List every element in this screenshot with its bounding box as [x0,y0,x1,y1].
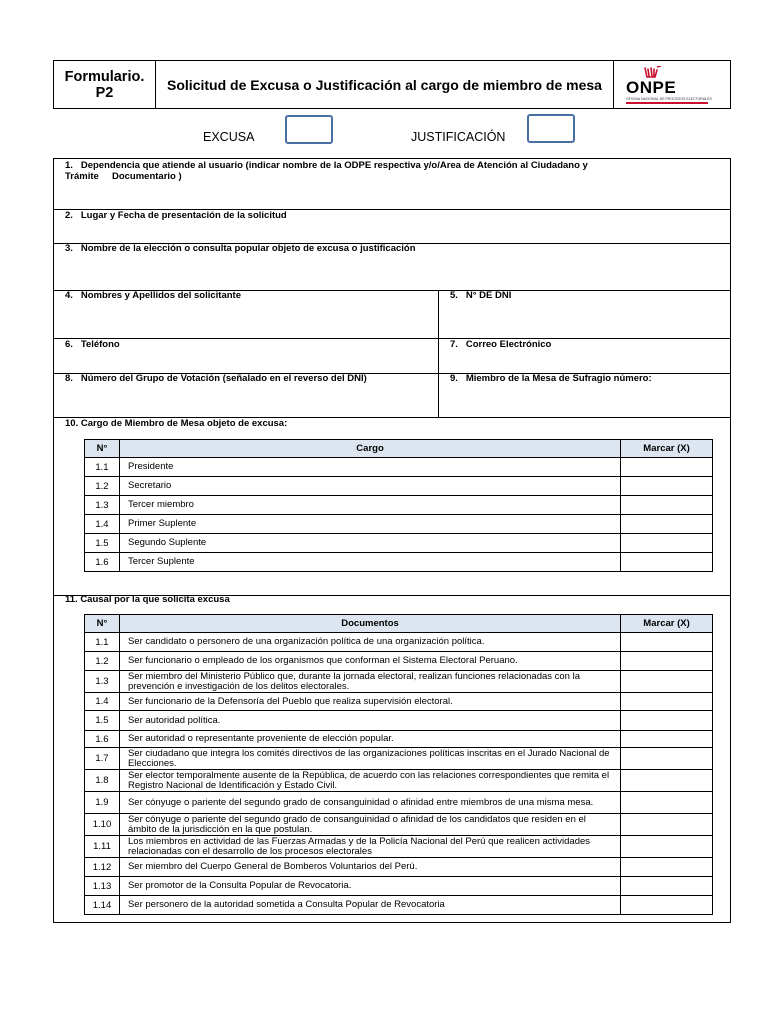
table-row [85,792,713,814]
excusa-label: EXCUSA [203,130,255,144]
table-row [85,458,713,477]
row-text: Ser miembro del Ministerio Público que, durante la jornada electoral, realizan funciones relacionadas con la prevención e investigación de los delitos electorales. [119,671,620,693]
row-text: Ser funcionario o empleado de los organismos que conforman el Sistema Electoral Peruano. [119,652,620,671]
header-marcar: Marcar (X) [621,440,713,458]
row-number: 1.2 [85,477,120,496]
mark-cell[interactable] [621,858,713,877]
row-number: 1.9 [85,792,120,814]
row-text: Tercer Suplente [119,553,620,572]
justificacion-checkbox[interactable] [527,114,575,143]
mark-cell[interactable] [621,458,713,477]
mark-cell[interactable] [621,836,713,858]
onpe-logo [614,61,730,108]
logo-subtitle: OFICINA NACIONAL DE PROCESOS ELECTORALES [626,96,712,101]
table-row [85,553,713,572]
row-text: Ser promotor de la Consulta Popular de Revocatoria. [119,877,620,896]
table-row [85,748,713,770]
row-number: 1.1 [85,633,120,652]
header-cargo: Cargo [119,440,620,458]
row-text: Ser ciudadano que integra los comités directivos de las organizaciones políticas inscritas en el Jurado Nacional de Elecciones. [119,748,620,770]
row-text: Presidente [119,458,620,477]
field-correo-label: 7. Correo Electrónico [450,339,552,350]
row-number: 1.2 [85,652,120,671]
mark-cell[interactable] [621,770,713,792]
row-number: 1.8 [85,770,120,792]
header-numero: N° [85,440,120,458]
table-row [85,731,713,748]
table-row [85,836,713,858]
table-row [85,693,713,711]
header-marcar: Marcar (X) [621,615,713,633]
causal-table-header [85,615,713,633]
form-title: Solicitud de Excusa o Justificación al cargo de miembro de mesa [156,61,614,108]
row-number: 1.3 [85,671,120,693]
table-row [85,633,713,652]
mark-cell[interactable] [621,515,713,534]
table-row [85,515,713,534]
mark-cell[interactable] [621,877,713,896]
mark-cell[interactable] [621,748,713,770]
cargo-table [84,439,713,572]
row-number: 1.6 [85,731,120,748]
row-text: Ser elector temporalmente ausente de la República, de acuerdo con las relaciones correspondientes que remita el Registro Nacional de Identificación y Estado Civil. [119,770,620,792]
row-text: Ser cónyuge o pariente del segundo grado de consanguinidad o afinidad de los candidatos que residen en el ámbito de la jurisdicción en la que postulan. [119,814,620,836]
row-text: Ser autoridad o representante proveniente de elección popular. [119,731,620,748]
form-header [53,60,731,109]
row-number: 1.5 [85,534,120,553]
mark-cell[interactable] [621,652,713,671]
row-number: 1.5 [85,711,120,731]
column-divider [438,290,439,417]
field-dni-label: 5. N° DE DNI [450,290,512,301]
table-row [85,671,713,693]
field-eleccion-label: 3. Nombre de la elección o consulta popular objeto de excusa o justificación [65,243,416,254]
section-causal-label: 11. Causal por la que solicita excusa [65,594,230,605]
row-text: Tercer miembro [119,496,620,515]
form-code-line1: Formulario. [64,68,145,85]
field-dependencia[interactable] [54,159,730,210]
field-eleccion[interactable] [54,243,730,291]
mark-cell[interactable] [621,633,713,652]
mark-cell[interactable] [621,693,713,711]
row-number: 1.3 [85,496,120,515]
cargo-table-header [85,440,713,458]
row-number: 1.7 [85,748,120,770]
row-number: 1.4 [85,515,120,534]
section-cargo-label: 10. Cargo de Miembro de Mesa objeto de excusa: [65,418,288,429]
form-code [54,61,156,108]
row-text: Ser autoridad política. [119,711,620,731]
row-number: 1.10 [85,814,120,836]
logo-wordmark: ONPE [626,77,677,97]
field-grupo-votacion-label: 8. Número del Grupo de Votación (señalado en el reverso del DNI) [65,373,367,384]
header-documentos: Documentos [119,615,620,633]
row-telefono-correo [54,338,730,374]
row-number: 1.13 [85,877,120,896]
row-text: Los miembros en actividad de las Fuerzas Armadas y de la Policía Nacional del Perú que realicen actividades relacionadas con el desarrollo de los procesos electorales [119,836,620,858]
row-text: Ser funcionario de la Defensoría del Pueblo que realiza supervisión electoral. [119,693,620,711]
mark-cell[interactable] [621,496,713,515]
field-lugar-fecha[interactable] [54,209,730,244]
mark-cell[interactable] [621,896,713,915]
table-row [85,877,713,896]
field-nombres-label: 4. Nombres y Apellidos del solicitante [65,290,241,301]
row-nombres-dni [54,290,730,339]
field-mesa-numero-label: 9. Miembro de la Mesa de Sufragio número: [450,373,652,384]
field-lugar-fecha-label: 2. Lugar y Fecha de presentación de la solicitud [65,210,287,221]
row-text: Secretario [119,477,620,496]
mark-cell[interactable] [621,477,713,496]
mark-cell[interactable] [621,814,713,836]
table-row [85,534,713,553]
table-row [85,652,713,671]
row-number: 1.4 [85,693,120,711]
row-number: 1.12 [85,858,120,877]
row-grupo-mesa [54,373,730,418]
row-number: 1.6 [85,553,120,572]
row-text: Ser personero de la autoridad sometida a Consulta Popular de Revocatoria [119,896,620,915]
row-number: 1.11 [85,836,120,858]
table-row [85,858,713,877]
form-code-line2: P2 [95,84,114,101]
table-row [85,711,713,731]
row-number: 1.1 [85,458,120,477]
justificacion-label: JUSTIFICACIÓN [411,130,506,144]
row-text: Segundo Suplente [119,534,620,553]
table-row [85,477,713,496]
row-text: Ser candidato o personero de una organización política de una organización política. [119,633,620,652]
field-telefono-label: 6. Teléfono [65,339,120,350]
field-dependencia-label: 1. Dependencia que atiende al usuario (indicar nombre de la ODPE respectiva y/o/Area de Atención al Ciudadano y Trámite Documentario ) [65,160,588,182]
header-numero: N° [85,615,120,633]
form-body [53,158,731,923]
table-row [85,814,713,836]
excusa-checkbox[interactable] [285,115,333,144]
row-text: Ser cónyuge o pariente del segundo grado de consanguinidad o afinidad entre miembros de una misma mesa. [119,792,620,814]
mark-cell[interactable] [621,792,713,814]
mark-cell[interactable] [621,731,713,748]
row-text: Primer Suplente [119,515,620,534]
table-row [85,896,713,915]
mark-cell[interactable] [621,671,713,693]
mark-cell[interactable] [621,553,713,572]
row-text: Ser miembro del Cuerpo General de Bomberos Voluntarios del Perú. [119,858,620,877]
mark-cell[interactable] [621,534,713,553]
mark-cell[interactable] [621,711,713,731]
table-row [85,770,713,792]
logo-underline [626,102,708,104]
causal-table [84,614,713,915]
table-row [85,496,713,515]
row-number: 1.14 [85,896,120,915]
